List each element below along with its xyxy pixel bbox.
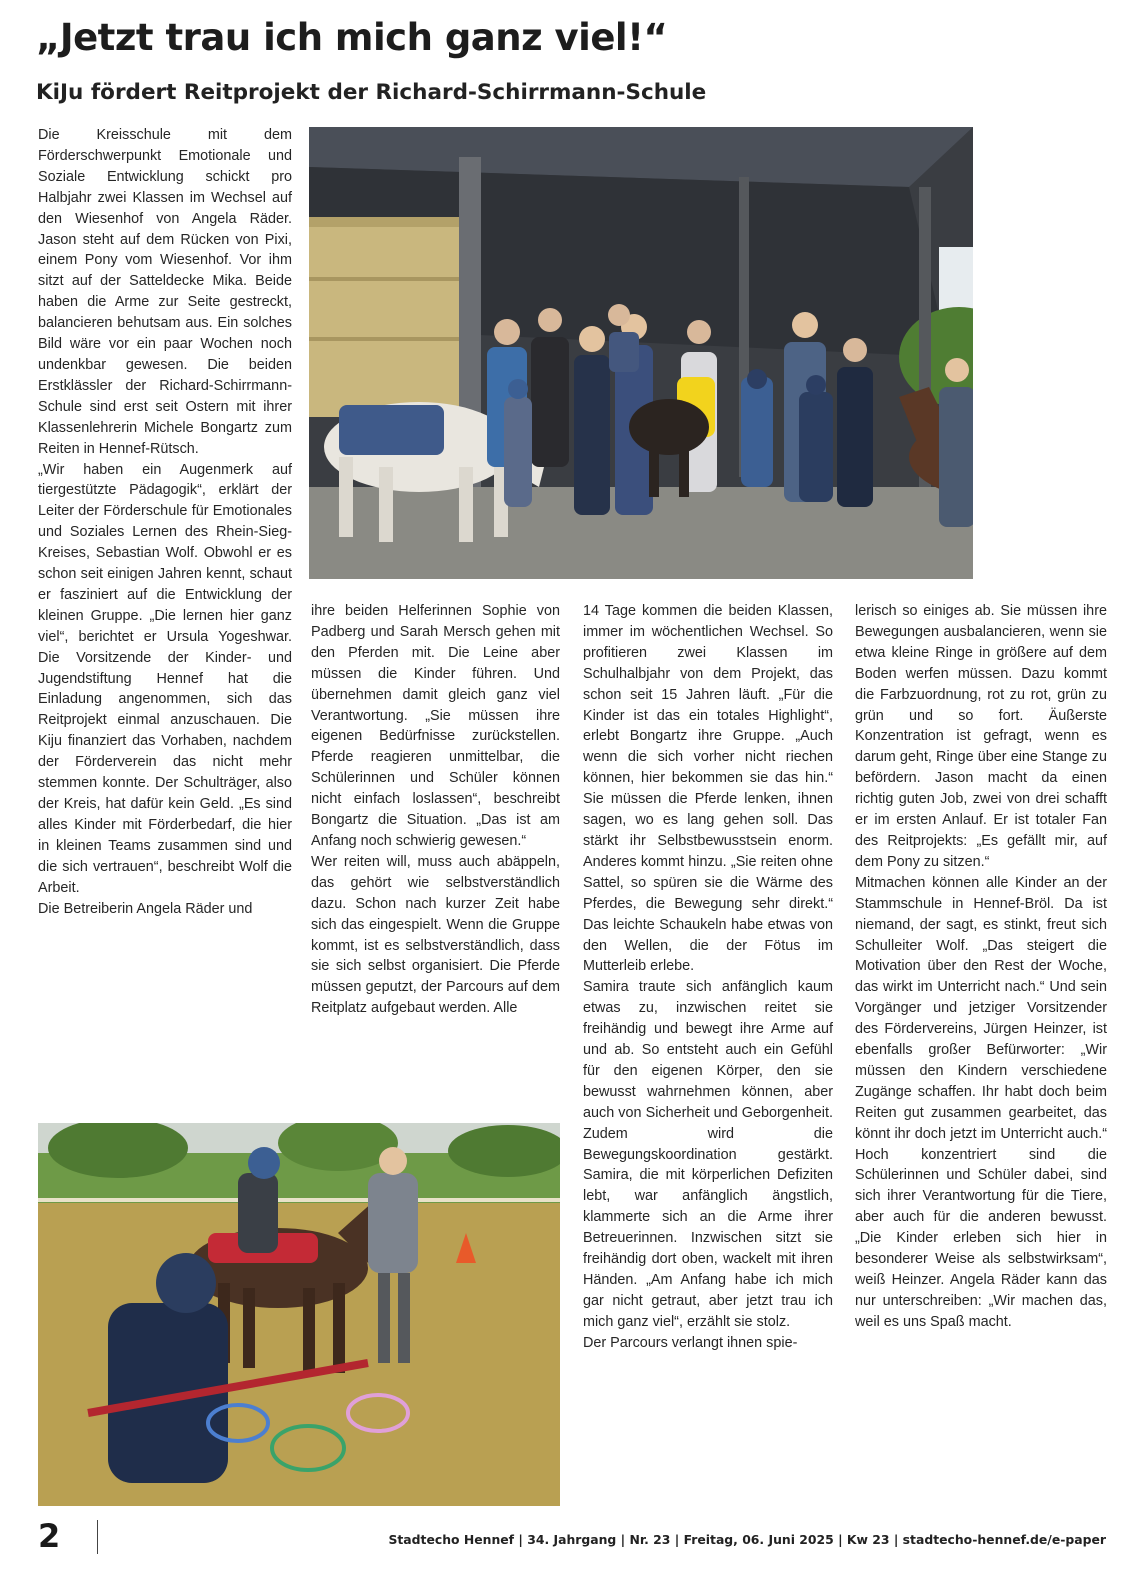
paragraph: Die Betreiberin Angela Räder und (38, 900, 253, 917)
article-column-1 (38, 125, 292, 919)
divider (97, 1520, 98, 1554)
article-column-3 (583, 601, 833, 1354)
article-column-2 (311, 601, 560, 1019)
riding-arena-photo (38, 1123, 560, 1506)
publication-line: Stadtecho Hennef | 34. Jahrgang | Nr. 23 | Freitag, 06. Juni 2025 | Kw 23 | stadtecho-hennef.de/e-paper (388, 1532, 1106, 1547)
paragraph: Wer reiten will, muss auch abäppeln, das gehört wie selbstverständlich dazu. Schon nach kurzer Zeit habe sich das eingespielt. Wenn die Gruppe kommt, ist es selbstverständlich, dass sie sich selbst organisiert. Die Pferde müssen geputzt, der Parcours auf dem Reitplatz aufgebaut werden. Alle (311, 853, 560, 1017)
paragraph: Die Kreisschule mit dem Förderschwerpunkt Emotionale und Soziale Entwicklung schickt pro Halbjahr zwei Klassen im Wechsel auf den Wiesenhof von Angela Räder. Jason steht auf dem Rücken von Pixi, einem Pony vom Wiesenhof. Vor ihm sitzt auf der Satteldecke Mika. Beide haben die Arme zur Seite gestreckt, balancieren behutsam aus. Ein solches Bild wäre vor ein paar Wochen noch undenkbar gewesen. Die beiden Erstklässler der Richard-Schirrmann-Schule sind erst seit Ostern mit ihrer Klassenlehrerin Michele Bongartz zum Reiten in Hennef-Rütsch. (38, 127, 292, 457)
paragraph: Samira traute sich anfänglich kaum etwas zu, inzwischen reitet sie freihändig und bewegt ihre Arme auf und ab. So entsteht auch ein Gefühl für den eigenen Körper, den sie bewusst wahrnehmen können, aber auch von Sicherheit und Geborgenheit. Zudem wird die Bewegungskoordination gestärkt. Samira, die mit körperlichen Defiziten lebt, war anfänglich ängstlich, klammerte sich an die Arme ihrer Betreuerinnen. Inzwischen sitzt sie freihändig dort oben, wackelt mit ihren Händen. „Am Anfang habe ich mich gar nicht getraut, aber jetzt trau ich mich ganz viel“, erzählt sie stolz. (583, 979, 833, 1330)
paragraph: Der Parcours verlangt ihnen spie- (583, 1334, 798, 1351)
page-number: 2 (38, 1517, 61, 1555)
paragraph: ihre beiden Helferinnen Sophie von Padberg und Sarah Mersch gehen mit den Pferden mit. Die Leine aber müssen die Kinder führen. Und übernehmen damit gleich ganz viel Verantwortung. „Sie müssen ihre eigenen Bedürfnisse zurückstellen. Pferde reagieren unmittelbar, die Schülerinnen und Schüler können nicht einfach loslassen“, beschreibt Bongartz die Situation. „Das ist am Anfang noch schwierig gewesen.“ (311, 603, 560, 849)
headline: „Jetzt trau ich mich ganz viel!“ (36, 16, 668, 59)
group-photo (309, 127, 973, 579)
article-column-4 (855, 601, 1107, 1333)
paragraph: 14 Tage kommen die beiden Klassen, immer im wöchentlichen Wechsel. So profitieren zwei Klassen im Schulhalbjahr von dem Projekt, das schon seit 15 Jahren läuft. „Für die Kinder ist das ein totales Highlight“, erlebt Bongartz ihre Gruppe. „Auch wenn die sich vorher nicht riechen können, hier bekommen sie das hin.“ Sie müssen die Pferde lenken, ihnen sagen, wo es lang gehen soll. Das stärkt ihr Selbstbewusstsein enorm. Anderes kommt hinzu. „Sie reiten ohne Sattel, so spüren sie die Wärme des Pferdes, die Bewegung sehr direkt.“ Das leichte Schaukeln habe etwas von den Wellen, die der Fötus im Mutterleib erlebe. (583, 603, 833, 975)
subheadline: KiJu fördert Reitprojekt der Richard-Schirrmann-Schule (36, 80, 707, 105)
paragraph: Mitmachen können alle Kinder an der Stammschule in Hennef-Bröl. Da ist niemand, der sagt, es stinkt, freut sich Schulleiter Wolf. „Das steigert die Motivation über den Rest der Woche, das wirkt im Unterricht nach.“ Und sein Vorgänger und jetziger Vorsitzender des Fördervereins, Jürgen Heinzer, ist ebenfalls großer Befürworter: „Wir müssen den Kindern verschiedene Zugänge schaffen. Ihr habt doch beim Reiten gut zusammen gearbeitet, das könnt ihr doch jetzt im Unterricht auch.“ Hoch konzentriert sind die Schülerinnen und Schüler dabei, sind sich ihrer Verantwortung für die Tiere, aber auch für die anderen bewusst. „Die Kinder erleben sich hier in besonderer Weise als selbstwirksam“, weiß Heinzer. Angela Räder kann das nur unterschreiben: „Wir machen das, weil es uns Spaß macht. (855, 874, 1107, 1330)
paragraph: lerisch so einiges ab. Sie müssen ihre Bewegungen ausbalancieren, wenn sie etwa kleine Ringe in größere auf dem Boden werfen müssen. Dazu kommt die Farbzuordnung, rot zu rot, grün zu grün und so fort. Äußerste Konzentration ist gefragt, wenn es darum geht, Ringe über eine Stange zu befördern. Jason macht da einen richtig guten Job, zwei von drei schafft er im ersten Anlauf. Er ist totaler Fan des Reitprojekts: „Es gefällt mir, auf dem Pony zu sitzen.“ (855, 603, 1107, 870)
paragraph: „Wir haben ein Augenmerk auf tiergestützte Pädagogik“, erklärt der Leiter der Förderschule für Emotionales und Soziales Lernen des Rhein-Sieg-Kreises, Sebastian Wolf. Obwohl er es schon seit einigen Jahren kennt, schaut er fasziniert auf die Entwicklung der kleinen Gruppe. „Die lernen hier ganz viel“, berichtet er Ursula Yogeshwar. Die Vorsitzende der Kinder- und Jugendstiftung Hennef hat die Einladung angenommen, sich das Reitprojekt einmal anzuschauen. Die Kiju finanziert das Vorhaben, nachdem der Förderverein das nicht mehr stemmen konnte. Der Schulträger, also der Kreis, hat dafür kein Geld. „Es sind alles Kinder mit Förderbedarf, die hier in kleinen Teams zusammen sind und die sich vertrauen“, beschreibt Wolf die Arbeit. (38, 461, 292, 896)
